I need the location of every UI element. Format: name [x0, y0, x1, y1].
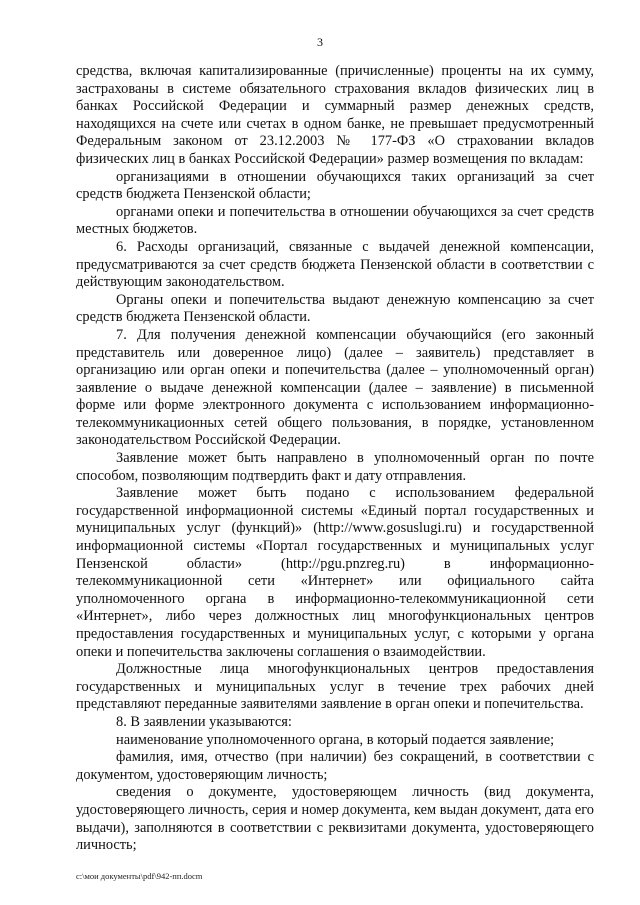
- paragraph: наименование уполномоченного органа, в который подается заявление;: [116, 731, 555, 748]
- paragraph: сведения о документе, удостоверяющем личность (вид документа, удостоверяющего личность, серия и номер документа, кем выдан документ, дата его выдачи), заполняются в соответствии с реквизитами документа, удостоверяющего личность;: [76, 784, 594, 854]
- paragraph: организациями в отношении обучающихся таких организаций за счет средств бюджета Пензенской области;: [76, 168, 594, 203]
- paragraph: 8. В заявлении указываются:: [116, 713, 292, 730]
- document-body: [76, 63, 594, 855]
- page-number: 3: [317, 35, 323, 49]
- paragraph: Органы опеки и попечительства выдают денежную компенсацию за счет средств бюджета Пензенской области.: [76, 291, 594, 326]
- paragraph: Заявление может быть направлено в уполномоченный орган по почте способом, позволяющим подтвердить факт и дату отправления.: [76, 450, 594, 484]
- paragraph: Должностные лица многофункциональных центров предоставления государственных и муниципальных услуг в течение трех рабочих дней представляют переданные заявителями заявление в орган опеки и попечительства.: [76, 661, 594, 713]
- footer-file-path: c:\мои документы\pdf\942-пп.docm: [76, 871, 203, 881]
- paragraph: 6. Расходы организаций, связанные с выдачей денежной компенсации, предусматриваются за счет средств бюджета Пензенской области в соответствии с действующим законодательством.: [76, 238, 594, 291]
- paragraph: 7. Для получения денежной компенсации обучающийся (его законный представитель или доверенное лицо) (далее – заявитель) представляет в организацию или орган опеки и попечительства (далее – уполномоченный орган) заявление о выдаче денежной компенсации (далее – заявление) в письменной форме или форме электронного документа с использованием информационно-телекоммуникационных сетей общего пользования, в порядке, установленном законодательством Российской Федерации.: [76, 326, 594, 449]
- paragraph: Заявление может быть подано с использованием федеральной государственной информационной системы «Единый портал государственных и муниципальных услуг (функций)» (http://www.gosuslugi.ru) и государственной информационной системы «Портал государственных и муниципальных услуг Пензенской области» (http://pgu.pnzreg.ru) в информационно-телекоммуникационной сети «Интернет» или официального сайта уполномоченного органа в информационно-телекоммуникационной сети «Интернет», либо через должностных лиц многофункциональных центров предоставления государственных и муниципальных услуг, с которыми у органа опеки и попечительства заключены соглашения о взаимодействии.: [76, 485, 594, 660]
- paragraph: органами опеки и попечительства в отношении обучающихся за счет средств местных бюджетов.: [76, 203, 594, 238]
- paragraph: фамилия, имя, отчество (при наличии) без сокращений, в соответствии с документом, удостоверяющим личность;: [76, 749, 594, 783]
- paragraph: средства, включая капитализированные (причисленные) проценты на их сумму, застрахованы в системе обязательного страхования вкладов физических лиц в банках Российской Федерации и суммарный размер денежных средств, находящихся на счете или счетах в одном банке, не превышает предусмотренный Федеральным законом от 23.12.2003 № 177-ФЗ «О страховании вкладов физических лиц в банках Российской Федерации» размер возмещения по вкладам:: [76, 63, 594, 167]
